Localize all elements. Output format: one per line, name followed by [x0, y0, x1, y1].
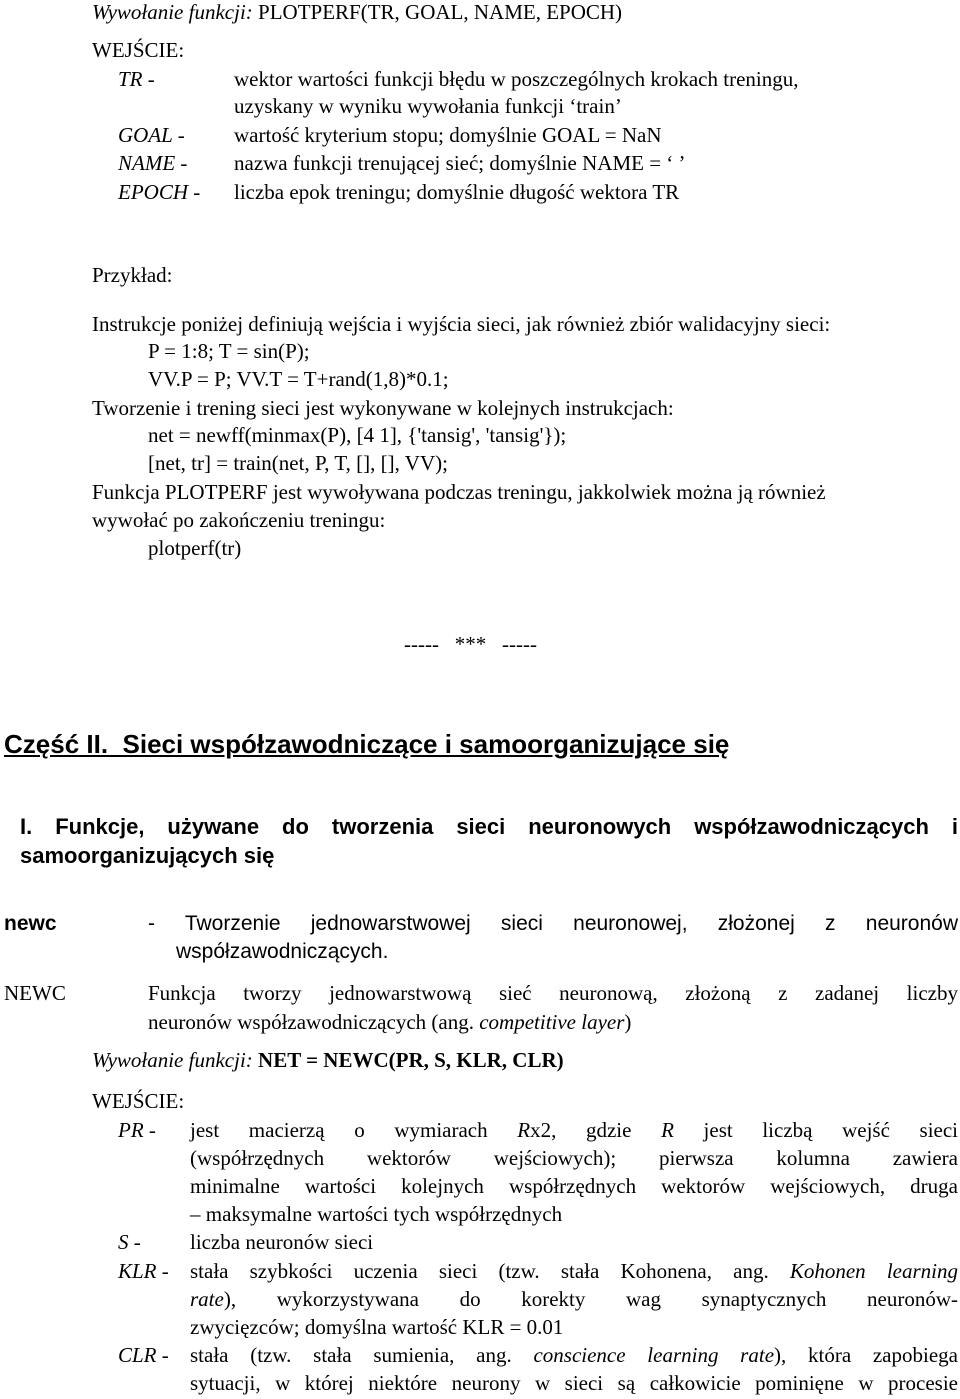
param-desc-klr-1 [190, 1261, 958, 1282]
call-label: Wywołanie funkcji: [92, 1048, 253, 1072]
call-signature: NET = NEWC(PR, S, KLR, CLR) [258, 1048, 564, 1072]
param-name-goal: GOAL - [118, 123, 185, 147]
after-text-2: wywołać po zakończeniu treningu: [92, 508, 386, 532]
param-desc-tr-2: uzyskany w wyniku wywołania funkcji ‘train’ [234, 94, 622, 118]
newc-desc-1: Funkcja tworzy jednowarstwową sieć neuronową, złożoną z zadanej liczby [148, 981, 958, 1005]
param-name-clr: CLR - [118, 1343, 169, 1367]
example-label: Przykład: [92, 263, 173, 287]
part-heading: Część II. Sieci współzawodniczące i samoorganizujące się [4, 729, 730, 759]
call-label: Wywołanie funkcji: [92, 0, 253, 24]
clr-text: ), która zapobiega [774, 1343, 958, 1367]
inputs-label: WEJŚCIE: [92, 38, 185, 62]
code-line-5: plotperf(tr) [148, 536, 242, 560]
function-keyword-newc: newc [4, 912, 57, 935]
section-separator: ----- *** ----- [404, 632, 537, 656]
section-heading-line-2: samoorganizujących się [20, 843, 275, 868]
code-line-4: [net, tr] = train(net, P, T, [], [], VV); [148, 451, 448, 475]
param-desc-epoch: liczba epok treningu; domyślnie długość wektora TR [234, 180, 680, 204]
call-signature: PLOTPERF(TR, GOAL, NAME, EPOCH) [258, 0, 623, 24]
newc-summary-1: - Tworzenie jednowarstwowej sieci neuronowej, złożonej z neuronów [148, 912, 958, 935]
inputs-label: WEJŚCIE: [92, 1089, 185, 1113]
klr-term: Kohonen learning [789, 1259, 958, 1283]
pr-text: jest liczbą wejść sieci [673, 1118, 959, 1142]
param-desc-goal: wartość kryterium stopu; domyślnie GOAL = NaN [234, 123, 662, 147]
param-desc-pr-2: (współrzędnych wektorów wejściowych); pierwsza kolumna zawiera [190, 1146, 958, 1170]
code-line-2: VV.P = P; VV.T = T+rand(1,8)*0.1; [148, 367, 449, 391]
code-line-3: net = newff(minmax(P), [4 1], {'tansig', 'tansig'}); [148, 423, 567, 447]
klr-text: ), wykorzystywana do korekty wag synaptycznych neuronów- [223, 1287, 958, 1311]
param-name-s: S - [118, 1230, 141, 1254]
pr-text: jest macierzą o wymiarach [190, 1118, 518, 1142]
pr-symbol: R [517, 1118, 531, 1142]
pr-text: x2, gdzie [530, 1118, 662, 1142]
klr-term: rate [190, 1287, 224, 1311]
param-desc-tr-1: wektor wartości funkcji błędu w poszczególnych krokach treningu, [234, 67, 799, 91]
newc-summary-2: współzawodniczących. [176, 940, 389, 963]
param-desc-pr-1 [190, 1120, 958, 1141]
param-name-klr: KLR - [118, 1259, 169, 1283]
function-name-caps: NEWC [4, 981, 66, 1005]
param-desc-pr-3: minimalne wartości kolejnych współrzędnych wektorów wejściowych, druga [190, 1174, 958, 1198]
after-text-1: Funkcja PLOTPERF jest wywoływana podczas treningu, jakkolwiek można ją również [92, 480, 826, 504]
param-desc-name: nazwa funkcji trenującej sieć; domyślnie NAME = ‘ ’ [234, 151, 686, 175]
param-name-pr: PR - [118, 1118, 156, 1142]
pr-symbol: R [661, 1118, 674, 1142]
param-name-name: NAME - [118, 151, 188, 175]
clr-text: stała (tzw. stała sumienia, ang. [190, 1343, 534, 1367]
param-desc-klr-2 [190, 1289, 958, 1310]
newc-desc-2 [148, 1012, 631, 1033]
klr-text: stała szybkości uczenia sieci (tzw. stała Kohonena, ang. [190, 1259, 790, 1283]
desc-term: competitive layer [479, 1010, 625, 1034]
param-desc-s: liczba neuronów sieci [190, 1230, 374, 1254]
param-desc-clr-1 [190, 1345, 958, 1366]
param-name-tr: TR - [118, 67, 155, 91]
param-name-epoch: EPOCH - [118, 180, 201, 204]
section-heading-line-1: I. Funkcje, używane do tworzenia sieci neuronowych współzawodniczących i [20, 814, 958, 839]
training-intro: Tworzenie i trening sieci jest wykonywane w kolejnych instrukcjach: [92, 396, 674, 420]
param-desc-klr-3: zwycięzców; domyślna wartość KLR = 0.01 [190, 1315, 564, 1339]
param-desc-pr-4: – maksymalne wartości tych współrzędnych [190, 1202, 563, 1226]
code-line-1: P = 1:8; T = sin(P); [148, 339, 310, 363]
example-intro: Instrukcje poniżej definiują wejścia i wyjścia sieci, jak również zbiór walidacyjny sieci: [92, 312, 831, 336]
desc-text-end: ) [624, 1010, 632, 1034]
param-desc-clr-2: sytuacji, w której niektóre neurony w sieci są całkowicie pominięne w procesie [190, 1371, 958, 1395]
newc-call [92, 1050, 564, 1071]
clr-term: conscience learning rate [533, 1343, 775, 1367]
plotperf-call [92, 2, 622, 23]
desc-text: neuronów współzawodniczących (ang. [148, 1010, 480, 1034]
